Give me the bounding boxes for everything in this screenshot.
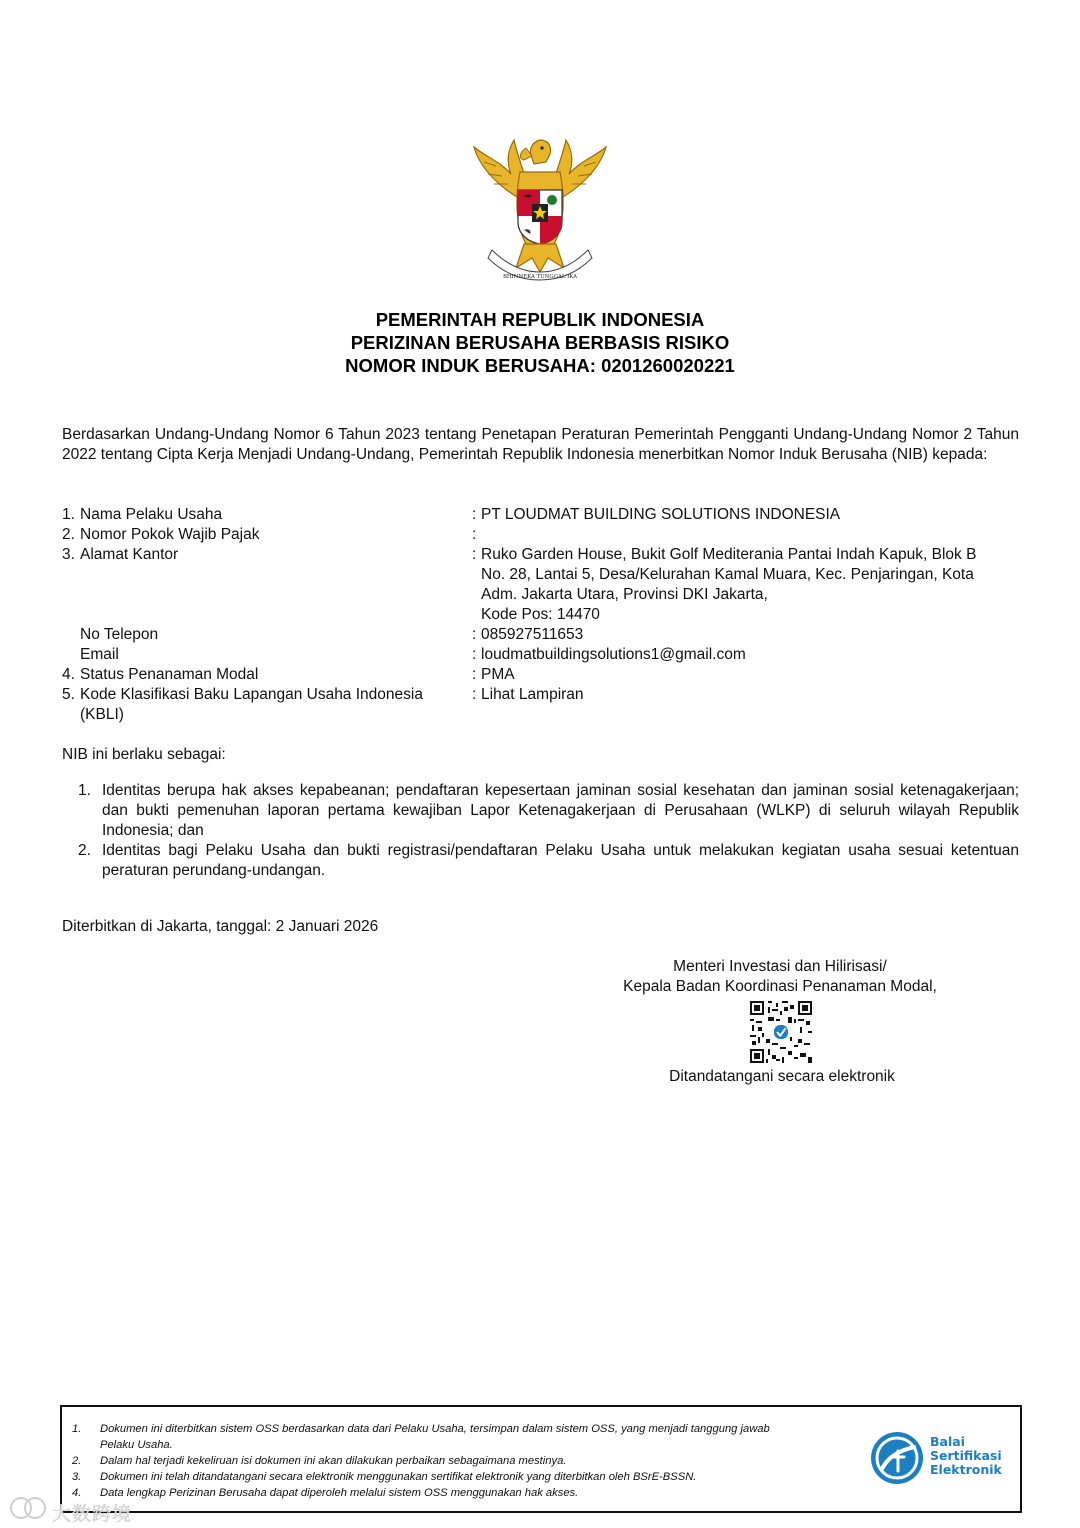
address-line: Ruko Garden House, Bukit Golf Mediterania Pantai Indah Kapuk, Blok B: [481, 546, 977, 563]
field-value-phone: 085927511653: [481, 626, 584, 643]
bsre-logo: [868, 1429, 1008, 1489]
signed-electronically: Ditandatangani secara elektronik: [669, 1068, 895, 1085]
field-value-business-name: PT LOUDMAT BUILDING SOLUTIONS INDONESIA: [481, 506, 841, 523]
bsre-logo-line: Sertifikasi: [930, 1448, 1002, 1463]
note-number: 3.: [72, 1471, 82, 1483]
note-text: Data lengkap Perizinan Berusaha dapat diperoleh melalui sistem OSS menggunakan hak akses.: [100, 1487, 579, 1499]
field-number: 4.: [62, 666, 75, 683]
field-row-phone: [62, 625, 1022, 645]
field-value-npwp: [481, 525, 1021, 545]
field-label: Alamat Kantor: [80, 546, 179, 563]
footer-notes: [72, 1421, 862, 1501]
field-row-npwp: [62, 525, 1022, 545]
kbli-label-line: (KBLI): [80, 706, 124, 723]
watermark: [8, 1494, 148, 1524]
list-text: Identitas bagi Pelaku Usaha dan bukti registrasi/pendaftaran Pelaku Usaha untuk melakukan kegiatan usaha sesuai ketentuan peraturan perundang-undangan.: [102, 842, 1019, 879]
field-label: Nama Pelaku Usaha: [80, 506, 223, 523]
field-number: 1.: [62, 506, 75, 523]
footer-note: [72, 1485, 862, 1501]
field-colon: :: [472, 506, 477, 523]
field-row-investment-status: [62, 665, 1022, 685]
footer-note: [72, 1453, 862, 1469]
field-value-email: loudmatbuildingsolutions1@gmail.com: [481, 646, 746, 663]
garuda-emblem-icon: [466, 132, 614, 284]
validity-list: [78, 781, 1019, 881]
field-row-email: [62, 645, 1022, 665]
field-value-kbli: Lihat Lampiran: [481, 686, 584, 703]
bsre-logo-line: Elektronik: [930, 1462, 1002, 1477]
note-text: Dokumen ini telah ditandatangani secara elektronik menggunakan sertifikat elektronik yang diterbitkan oleh BSrE-BSSN.: [100, 1471, 697, 1483]
note-number: 4.: [72, 1487, 82, 1499]
address-line: No. 28, Lantai 5, Desa/Kelurahan Kamal Muara, Kec. Penjaringan, Kota: [481, 566, 974, 583]
heading-licensing: PERIZINAN BERUSAHA BERBASIS RISIKO: [350, 332, 730, 353]
business-fields: [62, 505, 1022, 725]
field-number: 5.: [62, 686, 75, 703]
field-colon: :: [472, 626, 477, 643]
validity-intro: NIB ini berlaku sebagai:: [62, 746, 226, 763]
field-number: 3.: [62, 546, 75, 563]
signatory-line: Menteri Investasi dan Hilirisasi/: [673, 958, 887, 975]
signatory-title: [600, 957, 960, 997]
document-heading: [0, 308, 1080, 377]
list-number: 2.: [78, 842, 91, 859]
field-colon: :: [472, 646, 477, 663]
field-label: Nomor Pokok Wajib Pajak: [80, 526, 260, 543]
field-row-address: [62, 545, 1022, 625]
list-item: [78, 841, 1019, 881]
field-row-kbli: [62, 685, 1022, 725]
field-label: Email: [80, 646, 119, 663]
field-colon: :: [472, 686, 477, 703]
address-line: Kode Pos: 14470: [481, 606, 600, 623]
bsre-logo-line: Balai: [930, 1434, 965, 1449]
note-line: Pelaku Usaha.: [100, 1439, 173, 1451]
list-text: Identitas berupa hak akses kepabeanan; pendaftaran kepesertaan jaminan sosial kesehatan dan jaminan sosial ketenagakerjaan; dan bukti pemenuhan laporan pertama kewajiban Lapor Ketenagakerjaan di Perusahaan (WLKP) di seluruh wilayah Republik Indonesia; dan: [102, 782, 1019, 839]
footer-note: [72, 1469, 862, 1485]
bsre-logo-icon: [868, 1429, 926, 1487]
bsre-logo-text: [930, 1435, 1002, 1477]
field-label: [80, 685, 472, 725]
field-label: No Telepon: [80, 626, 159, 643]
note-text: [100, 1421, 770, 1453]
field-value-address: [481, 545, 1021, 625]
field-value-investment-status: PMA: [481, 666, 515, 683]
field-colon: :: [472, 666, 477, 683]
footer-note: [72, 1421, 862, 1453]
note-number: 2.: [72, 1455, 82, 1467]
field-colon: :: [472, 526, 477, 543]
watermark-text: 大数跨境: [52, 1504, 133, 1525]
field-colon: :: [472, 546, 477, 563]
intro-paragraph: Berdasarkan Undang-Undang Nomor 6 Tahun 2023 tentang Penetapan Peraturan Pemerintah Pengganti Undang-Undang Nomor 2 Tahun 2022 tentang Cipta Kerja Menjadi Undang-Undang, Pemerintah Republik Indonesia menerbitkan Nomor Induk Berusaha (NIB) kepada:: [62, 426, 1019, 463]
issued-date: Diterbitkan di Jakarta, tanggal: 2 Januari 2026: [62, 918, 379, 935]
heading-nib-number: NOMOR INDUK BERUSAHA: 0201260020221: [345, 355, 735, 376]
footer-notes-box: [60, 1405, 1022, 1513]
field-label: Status Penanaman Modal: [80, 666, 259, 683]
list-item: [78, 781, 1019, 841]
svg-text:BHINNEKA TUNGGAL IKA: BHINNEKA TUNGGAL IKA: [502, 274, 578, 280]
address-line: Adm. Jakarta Utara, Provinsi DKI Jakarta,: [481, 586, 768, 603]
note-text: Dalam hal terjadi kekeliruan isi dokumen ini akan dilakukan perbaikan sebagaimana mestinya.: [100, 1455, 567, 1467]
note-number: 1.: [72, 1423, 82, 1435]
qr-code-icon: [750, 1001, 812, 1063]
watermark-logo-icon: [8, 1494, 48, 1522]
list-number: 1.: [78, 782, 91, 799]
note-line: Dokumen ini diterbitkan sistem OSS berdasarkan data dari Pelaku Usaha, tersimpan dalam sistem OSS, yang menjadi tanggung jawab: [100, 1423, 770, 1435]
field-number: 2.: [62, 526, 75, 543]
kbli-label-line: Kode Klasifikasi Baku Lapangan Usaha Indonesia: [80, 686, 423, 703]
field-row-name: [62, 505, 1022, 525]
signatory-line: Kepala Badan Koordinasi Penanaman Modal,: [623, 978, 937, 995]
heading-government: PEMERINTAH REPUBLIK INDONESIA: [375, 309, 705, 330]
